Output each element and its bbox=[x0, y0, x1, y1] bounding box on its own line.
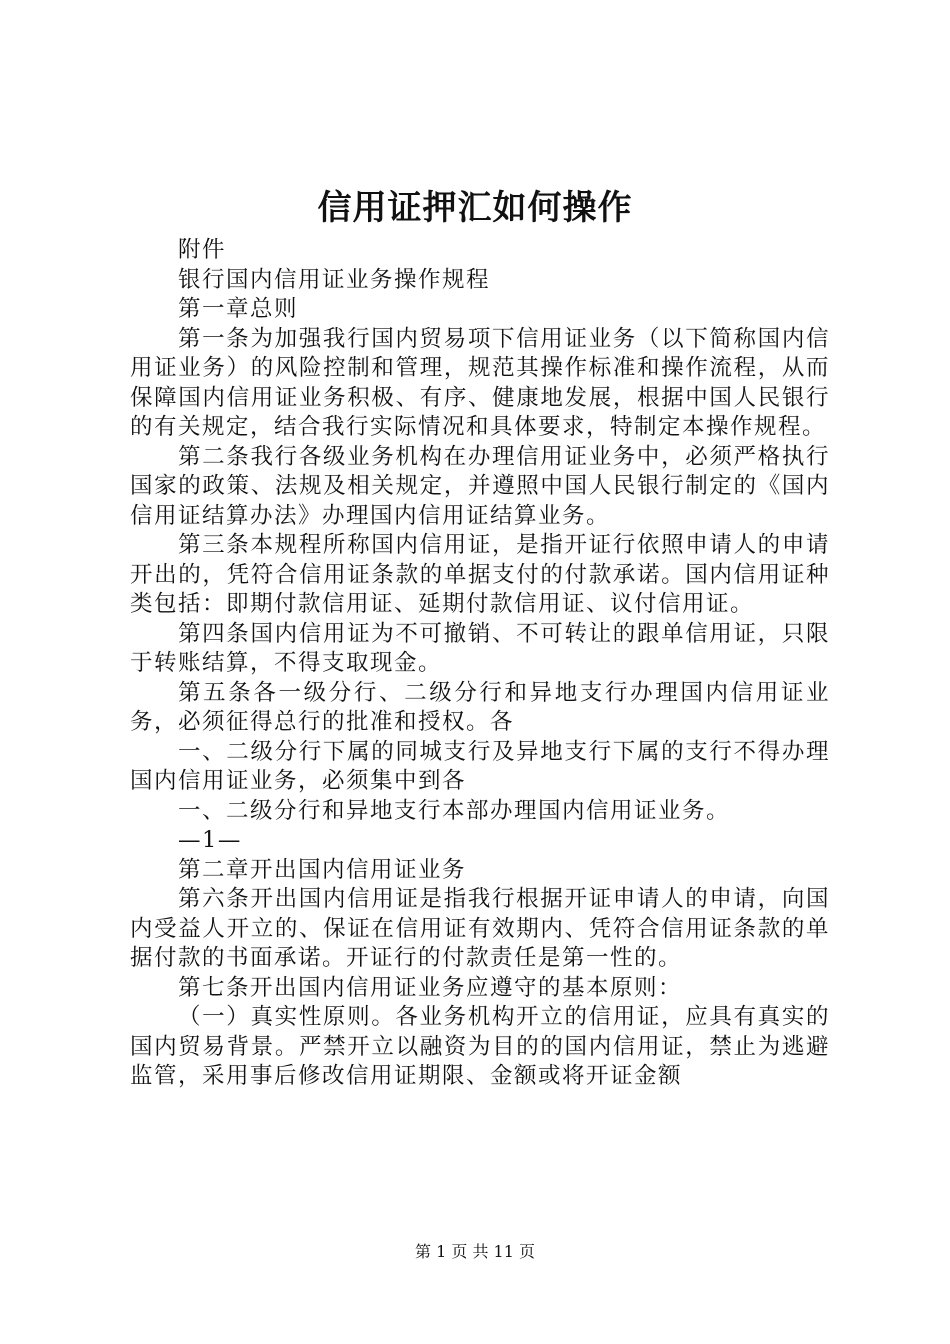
article-5: 第五条各一级分行、二级分行和异地支行办理国内信用证业务，必须征得总行的批准和授权。各 bbox=[130, 679, 830, 735]
paragraph-regulation-name: 银行国内信用证业务操作规程 bbox=[178, 266, 491, 293]
chapter-heading-1: 第一章总则 bbox=[178, 296, 299, 322]
paragraph-attachment: 附件 bbox=[178, 237, 227, 263]
article-2: 第二条我行各级业务机构在办理信用证业务中，必须严格执行国家的政策、法规及相关规定，并遵照中国人民银行制定的《国内信用证结算办法》办理国内信用证结算业务。 bbox=[130, 443, 830, 529]
article-1: 第一条为加强我行国内贸易项下信用证业务（以下简称国内信用证业务）的风险控制和管理，规范其操作标准和操作流程，从而保障国内信用证业务积极、有序、健康地发展，根据中国人民银行的有关规定，结合我行实际情况和具体要求，特制定本操作规程。 bbox=[130, 325, 830, 440]
article-5-continued-b: 一、二级分行和异地支行本部办理国内信用证业务。 bbox=[178, 797, 731, 824]
chapter-heading-2: 第二章开出国内信用证业务 bbox=[178, 856, 467, 883]
inline-page-marker: —1— bbox=[178, 827, 242, 853]
article-7: 第七条开出国内信用证业务应遵守的基本原则： bbox=[178, 974, 683, 1001]
article-6: 第六条开出国内信用证是指我行根据开证申请人的申请，向国内受益人开立的、保证在信用证有效期内、凭符合信用证条款的单据付款的书面承诺。开证行的付款责任是第一性的。 bbox=[130, 886, 830, 971]
article-5-continued-a: 一、二级分行下属的同城支行及异地支行下属的支行不得办理国内信用证业务，必须集中到各 bbox=[130, 738, 830, 794]
article-7-item-1: （一）真实性原则。各业务机构开立的信用证，应具有真实的国内贸易背景。严禁开立以融资为目的的国内信用证，禁止为逃避监管，采用事后修改信用证期限、金额或将开证金额 bbox=[130, 1004, 830, 1089]
document-body bbox=[130, 236, 830, 1092]
article-4: 第四条国内信用证为不可撤销、不可转让的跟单信用证，只限于转账结算，不得支取现金。 bbox=[130, 620, 830, 676]
page-footer: 第 1 页 共 11 页 bbox=[415, 1242, 535, 1261]
article-3: 第三条本规程所称国内信用证，是指开证行依照申请人的申请开出的，凭符合信用证条款的单据支付的付款承诺。国内信用证种类包括：即期付款信用证、延期付款信用证、议付信用证。 bbox=[130, 532, 830, 617]
document-title: 信用证押汇如何操作 bbox=[317, 188, 633, 228]
